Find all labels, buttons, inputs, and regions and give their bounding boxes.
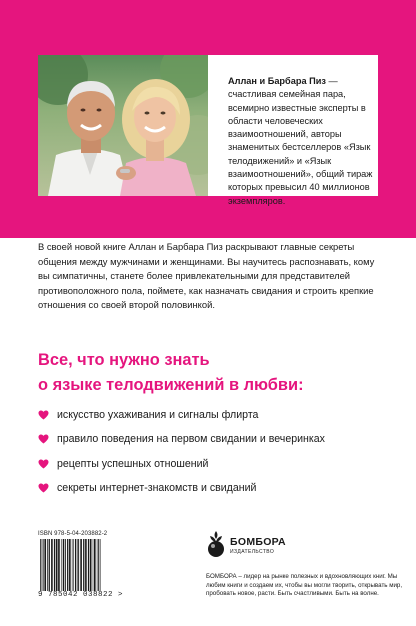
barcode-bar (78, 539, 79, 591)
barcode-digits: 9 785042 038822 > (38, 591, 124, 599)
list-item (38, 431, 398, 448)
author-photo (38, 55, 208, 196)
feature-list (38, 406, 398, 504)
feature-text: правило поведения на первом свидании и вечеринках (57, 433, 325, 445)
barcode-bar (61, 539, 62, 591)
headline (38, 348, 388, 398)
publisher-note: БОМБОРА – лидер на рынке полезных и вдохновляющих книг. Мы любим книги и создаем их, чтобы вы могли творить, открывать мир, пробовать новое, расти. Быть счастливыми. Быть на волне. (206, 573, 403, 598)
author-bio (228, 75, 378, 208)
barcode-bar (77, 539, 78, 591)
publisher-logo (206, 530, 316, 562)
barcode-bar (58, 539, 60, 591)
barcode-bar (54, 539, 55, 591)
barcode-bar (67, 539, 68, 591)
list-item (38, 455, 398, 472)
barcode-bar (75, 539, 76, 591)
barcode-bar (44, 539, 46, 591)
barcode-bar (40, 539, 41, 591)
publisher-subtitle: ИЗДАТЕЛЬСТВО (230, 549, 275, 555)
barcode (38, 539, 128, 591)
heart-icon (38, 483, 49, 493)
barcode-bar (88, 539, 89, 591)
barcode-bar (100, 539, 101, 591)
barcode-bar (83, 539, 84, 591)
barcode-bar (72, 539, 73, 591)
barcode-bar (63, 539, 64, 591)
barcode-bar (43, 539, 44, 591)
barcode-bar (51, 539, 53, 591)
isbn-block (38, 531, 128, 601)
heart-icon (38, 410, 49, 420)
author-photo-illustration (38, 55, 208, 196)
barcode-bar (56, 539, 58, 591)
barcode-bar (97, 539, 98, 591)
headline-line-2: о языке телодвижений в любви: (38, 376, 304, 394)
barcode-bar (47, 539, 48, 591)
barcode-bar (80, 539, 82, 591)
barcode-bar (42, 539, 43, 591)
heart-icon (38, 459, 49, 469)
headline-line-1: Все, что нужно знать (38, 351, 210, 369)
barcode-bar (98, 539, 99, 591)
bombora-logo-icon (206, 530, 226, 558)
book-description: В своей новой книге Аллан и Барбара Пиз раскрывают главные секреты общения между мужчинами и женщинами. Вы научитесь распознавать, кому вы симпатичны, станете более привлекательными для представителей противоположного пола, поймете, как назначать свидания и строить крепкие отношения со своей второй половинкой. (38, 241, 375, 311)
feature-text: рецепты успешных отношений (57, 457, 209, 470)
publisher-name: БОМБОРА (230, 536, 286, 548)
barcode-bar (85, 539, 87, 591)
barcode-bar (65, 539, 66, 591)
author-names: Аллан и Барбара Пиз (228, 76, 326, 86)
heart-icon (38, 434, 49, 444)
barcode-bar (69, 539, 71, 591)
feature-text: искусство ухаживания и сигналы флирта (57, 408, 259, 421)
list-item (38, 406, 398, 423)
barcode-bar (90, 539, 92, 591)
author-card (38, 55, 378, 206)
barcode-bar (73, 539, 74, 591)
isbn-label: ISBN 978-5-04-203882-2 (38, 531, 108, 537)
author-bio-text: — счастливая семейная пара, всемирно известные эксперты в области человеческих взаимоотношений, авторы знаменитых бестселлеров «Язык телодвижений» и «Язык взаимоотношений», общий тираж которых превысил 40 миллионов экземпляров. (228, 76, 373, 206)
barcode-bar (49, 539, 50, 591)
barcode-bar (94, 539, 96, 591)
list-item (38, 480, 398, 497)
barcode-bar (93, 539, 94, 591)
feature-text: секреты интернет-знакомств и свиданий (57, 482, 257, 494)
